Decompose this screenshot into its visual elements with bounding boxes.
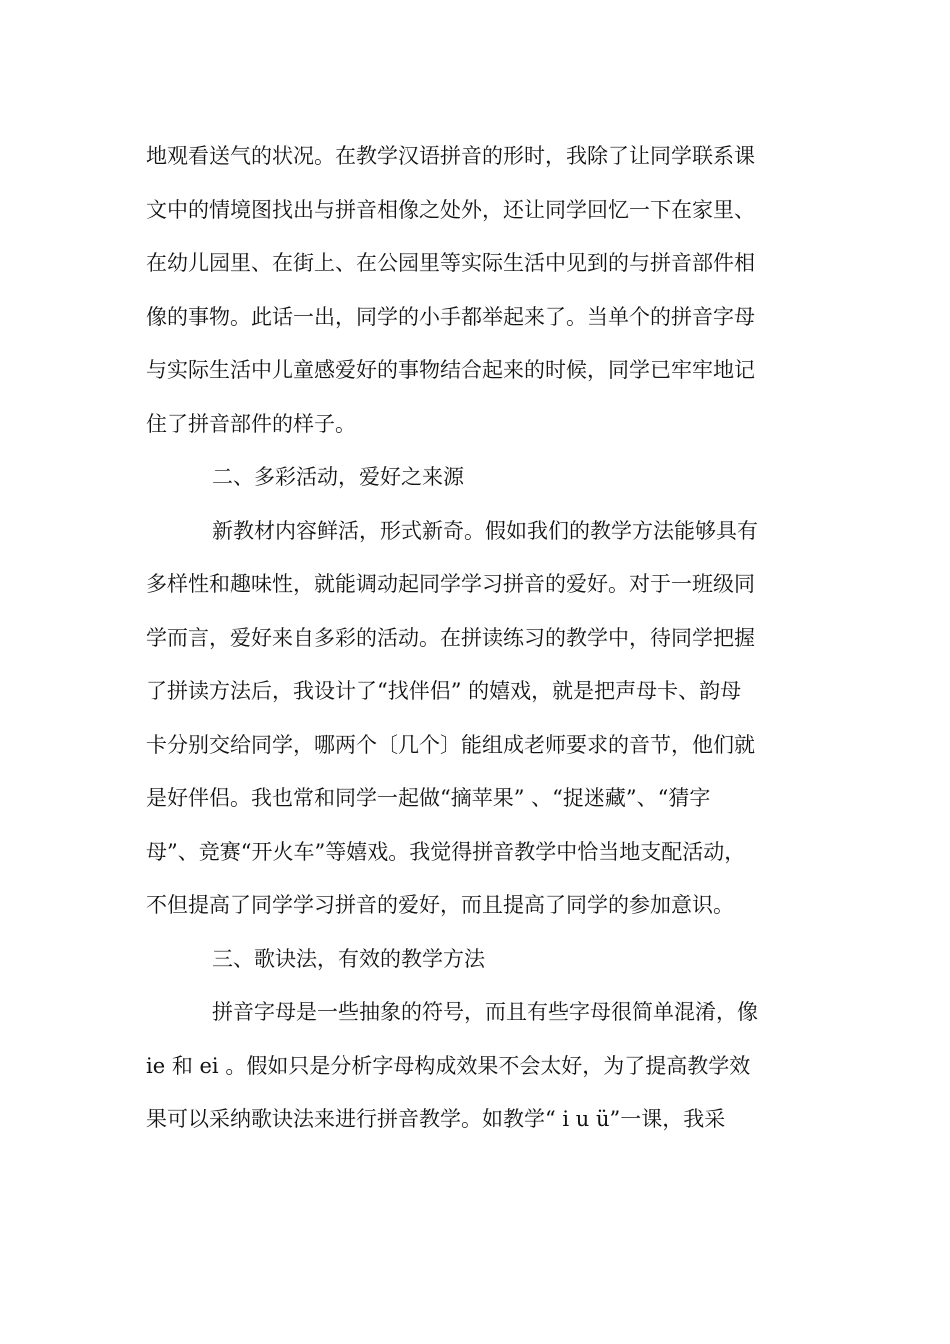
text-line-13: 是好伴侣。我也常和同学一起做“摘苹果” 、“捉迷藏”、“猜字 (146, 786, 711, 810)
text-line-6: 住了拼音部件的样子。 (146, 411, 356, 436)
text-line-8: 新教材内容鲜活，形式新奇。假如我们的教学方法能够具有 (212, 518, 758, 543)
text-line-18: ie 和 ei 。假如只是分析字母构成效果不会太好，为了提高教学效 (146, 1053, 751, 1078)
text-line-3: 在幼儿园里、在街上、在公园里等实际生活中见到的与拼音部件相 (146, 251, 755, 275)
text-line-19: 果可以采纳歌诀法来进行拼音教学。如教学“ i u ü”一课，我采 (146, 1107, 726, 1131)
text-line-4: 像的事物。此话一出，同学的小手都举起来了。当单个的拼音字母 (146, 304, 755, 329)
text-line-11: 了拼读方法后，我设计了“找伴侣” 的嬉戏，就是把声母卡、韵母 (146, 679, 742, 703)
text-line-12: 卡分别交给同学，哪两个〔几个〕能组成老师要求的音节，他们就 (146, 732, 755, 757)
text-line-17: 拼音字母是一些抽象的符号，而且有些字母很简单混淆，像 (212, 1000, 758, 1024)
text-line-14: 母”、竞赛“开火车”等嬉戏。我觉得拼音教学中恰当地支配活动， (146, 839, 746, 864)
text-line-9: 多样性和趣味性，就能调动起同学学习拼音的爱好。对于一班级同 (146, 572, 755, 596)
text-line-2: 文中的情境图找出与拼音相像之处外，还让同学回忆一下在家里、 (146, 197, 755, 222)
text-line-15: 不但提高了同学学习拼音的爱好，而且提高了同学的参加意识。 (146, 893, 734, 917)
document-body (146, 130, 826, 1147)
text-line-10: 学而言，爱好来自多彩的活动。在拼读练习的教学中，待同学把握 (146, 625, 755, 650)
section-heading-3: 三、歌诀法，有效的教学方法 (212, 946, 485, 971)
text-line-5: 与实际生活中儿童感爱好的事物结合起来的时候，同学已牢牢地记 (146, 358, 755, 382)
section-heading-2: 二、多彩活动，爱好之来源 (212, 465, 464, 489)
text-line-1: 地观看送气的状况。在教学汉语拼音的形时，我除了让同学联系课 (146, 144, 755, 168)
